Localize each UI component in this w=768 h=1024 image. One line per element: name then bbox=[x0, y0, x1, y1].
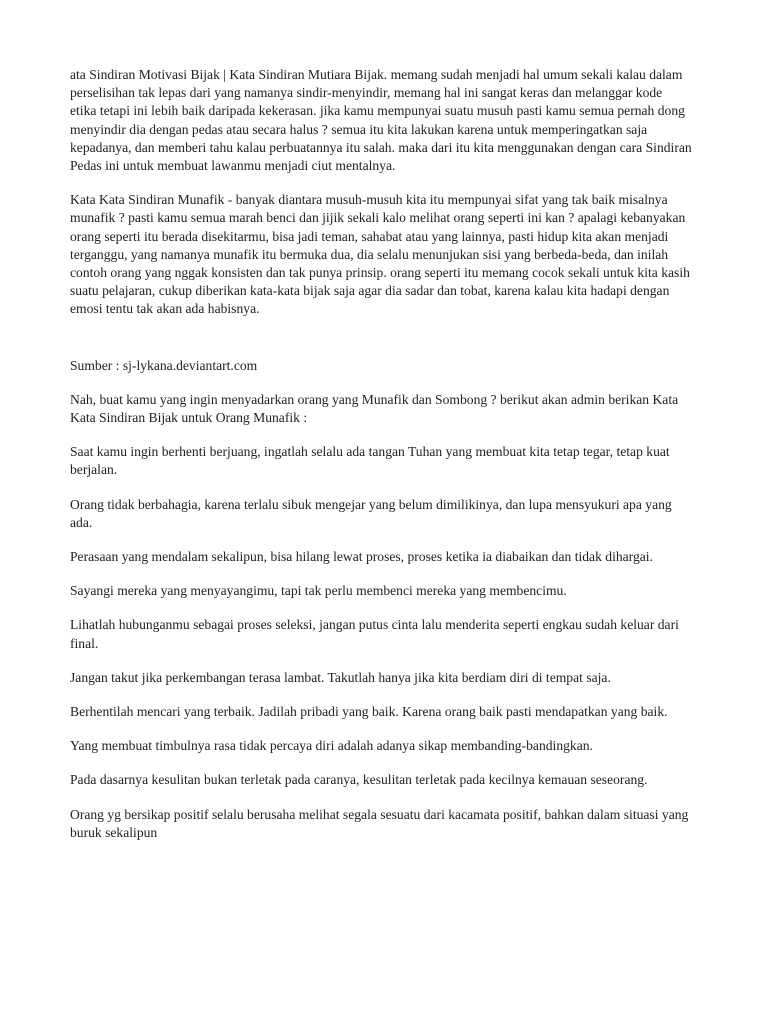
source-line: Sumber : sj-lykana.deviantart.com bbox=[70, 357, 258, 373]
document-page bbox=[70, 66, 692, 858]
quote-paragraph: Orang tidak berbahagia, karena terlalu sibuk mengejar yang belum dimilikinya, dan lupa mensyukuri apa yang ada. bbox=[70, 496, 672, 530]
quote-paragraph: Lihatlah hubunganmu sebagai proses seleksi, jangan putus cinta lalu menderita seperti engkau sudah keluar dari final. bbox=[70, 617, 679, 651]
quote-paragraph: Yang membuat timbulnya rasa tidak percaya diri adalah adanya sikap membanding-bandingkan. bbox=[70, 738, 593, 754]
intro-paragraph: ata Sindiran Motivasi Bijak | Kata Sindiran Mutiara Bijak. memang sudah menjadi hal umum sekali kalau dalam perselisihan tak lepas dari yang namanya sindir-menyindir, memang hal ini sangat keras dan melanggar kode etika tetapi ini lebih baik daripada kekerasan. jika kamu mempunyai suatu musuh pasti kamu semua pernah dong menyindir dia dengan pedas atau secara halus ? semua itu kita lakukan karena untuk memperingatkan saja kepadanya, dan memberi tahu kalau perbuatannya itu salah. maka dari itu kita menggunakan dengan cara Sindiran Pedas ini untuk membuat lawanmu menjadi ciut mentalnya. bbox=[70, 67, 692, 174]
lead-in-paragraph: Nah, buat kamu yang ingin menyadarkan orang yang Munafik dan Sombong ? berikut akan admin berikan Kata Kata Sindiran Bijak untuk Orang Munafik : bbox=[70, 391, 679, 426]
quote-paragraph: Orang yg bersikap positif selalu berusaha melihat segala sesuatu dari kacamata positif, bahkan dalam situasi yang buruk sekalipun bbox=[70, 806, 689, 840]
quote-paragraph: Pada dasarnya kesulitan bukan terletak pada caranya, kesulitan terletak pada kecilnya kemauan seseorang. bbox=[70, 772, 648, 788]
quote-paragraph: Jangan takut jika perkembangan terasa lambat. Takutlah hanya jika kita berdiam diri di tempat saja. bbox=[70, 669, 611, 685]
munafik-paragraph: Kata Kata Sindiran Munafik - banyak diantara musuh-musuh kita itu mempunyai sifat yang tak baik misalnya munafik ? pasti kamu semua marah benci dan jijik sekali kalo melihat orang seperti ini kan ? apalagi kebanyakan orang seperti itu berada disekitarmu, bisa jadi teman, sahabat atau yang lainnya, pasti hidup kita akan menjadi terganggu, yang namanya munafik itu bermuka dua, dia selalu menunjukan sisi yang berbeda-beda, dan inilah contoh orang yang nggak konsisten dan tak punya prinsip. orang seperti itu memang cocok sekali untuk kita kasih suatu pelajaran, cukup diberikan kata-kata bijak saja agar dia sadar dan tobat, karena kalau kita hadapi dengan emosi tentu tak akan ada habisnya. bbox=[70, 192, 690, 317]
quote-paragraph: Saat kamu ingin berhenti berjuang, ingatlah selalu ada tangan Tuhan yang membuat kita tetap tegar, tetap kuat berjalan. bbox=[70, 444, 670, 478]
quote-paragraph: Berhentilah mencari yang terbaik. Jadilah pribadi yang baik. Karena orang baik pasti mendapatkan yang baik. bbox=[70, 704, 668, 720]
quote-paragraph: Sayangi mereka yang menyayangimu, tapi tak perlu membenci mereka yang membencimu. bbox=[70, 583, 567, 599]
quote-paragraph: Perasaan yang mendalam sekalipun, bisa hilang lewat proses, proses ketika ia diabaikan dan tidak dihargai. bbox=[70, 549, 653, 565]
